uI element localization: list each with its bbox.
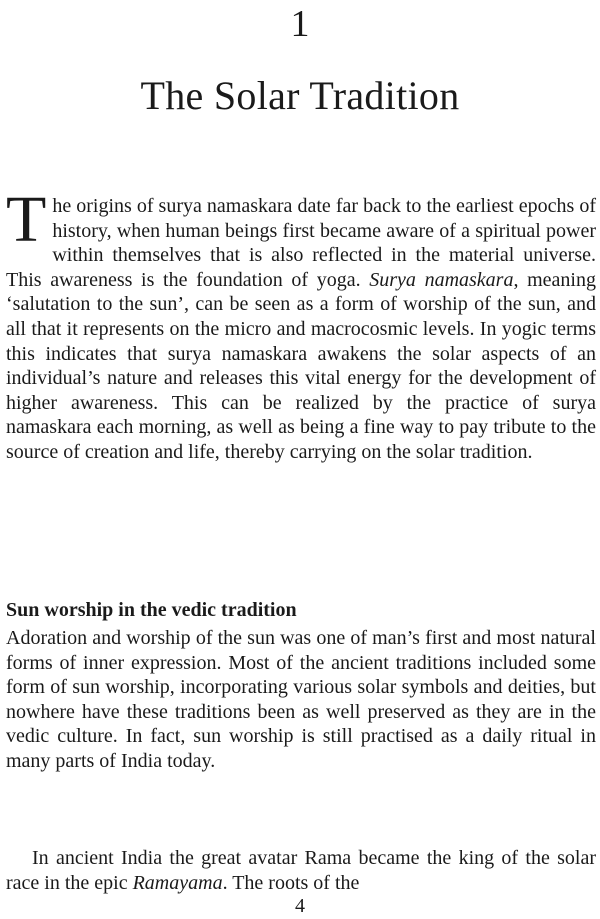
drop-cap: T [6,183,47,256]
paragraph2-text-part1: In ancient India the great avatar Rama became the king of the solar race in the epic [6,847,596,894]
epic-title: Ramayama [132,871,223,894]
intro-paragraph [6,183,596,465]
chapter-number: 1 [290,3,310,45]
section-paragraph-1: Adoration and worship of the sun was one of man’s first and most natural forms of inner expression. Most of the ancient traditions included some form of sun worship, incorporating various solar symbols and deities, but nowhere have these traditions been as well preserved as they are in the vedic culture. In fact, sun worship is still practised as a daily ritual in many parts of India today. [6,627,596,772]
section-paragraph-2 [6,846,596,895]
intro-text-part1: he origins of surya namaskara date far back to the earliest epochs of history, when human beings first became aware of a spiritual power within themselves that is also reflected in the material universe. This awareness is the foundation of yoga. [6,195,596,291]
section-heading: Sun worship in the vedic tradition [6,599,297,621]
intro-text-part2: , meaning ‘salutation to the sun’, can be seen as a form of worship of the sun, and all that it represents on the micro and macrocosmic levels. In yogic terms this indicates that surya namaskara awakens the solar aspects of an individual’s nature and releases this vital energy for the development of higher awareness. This can be realized by the practice of surya namaskara each morning, as well as being a fine way to pay tribute to the source of creation and life, thereby carrying on the solar tradition. [6,268,596,463]
intro-term: Surya namaskara [369,268,514,291]
paragraph2-text-part2: . The roots of the [222,871,360,894]
chapter-title: The Solar Tradition [140,73,460,118]
page-number: 4 [295,895,305,917]
